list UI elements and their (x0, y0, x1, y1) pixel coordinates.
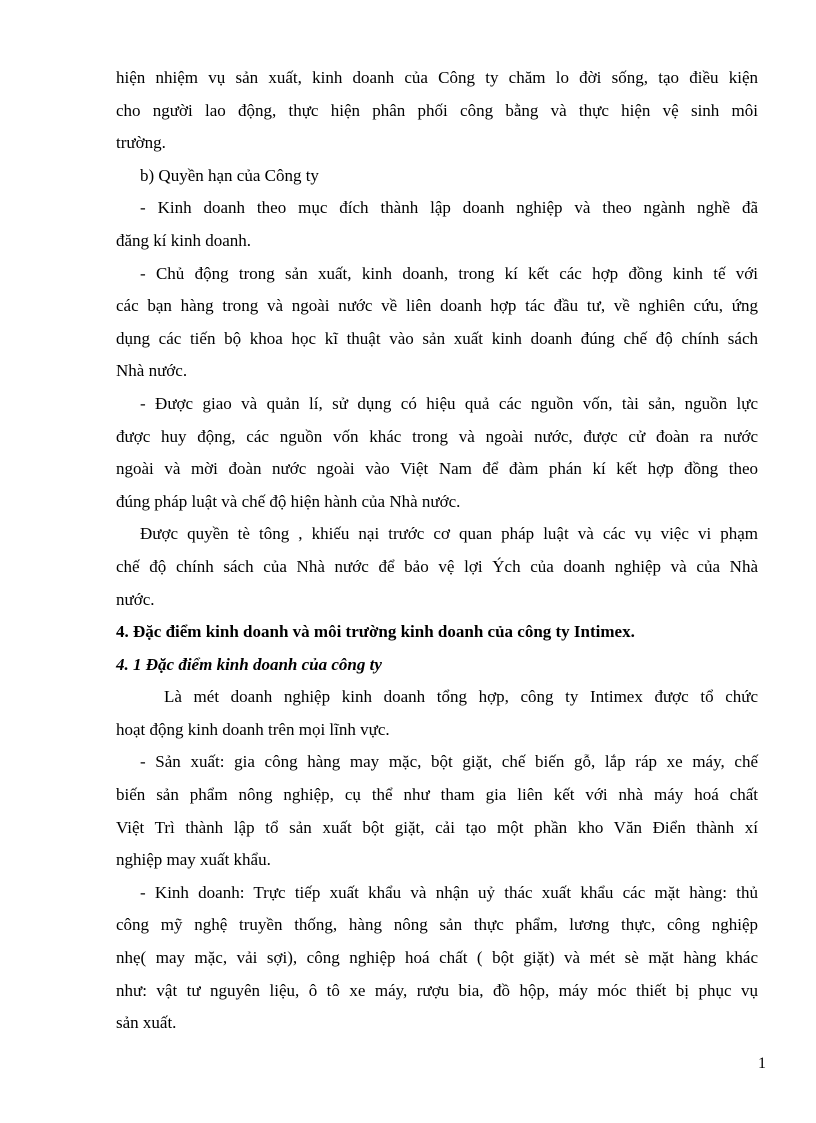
body-text-line: được huy động, các nguồn vốn khác trong và ngoài nước, được cử đoàn ra nước (116, 426, 758, 446)
section-heading: 4. Đặc điểm kinh doanh và môi trường kinh doanh của công ty Intimex. (116, 622, 635, 642)
body-text-line: cho người lao động, thực hiện phân phối công bằng và thực hiện vệ sinh môi (116, 100, 758, 120)
body-text-line: nước. (116, 589, 155, 609)
body-text-line: sản xuất. (116, 1013, 177, 1033)
body-text-line: nhẹ( may mặc, vải sợi), công nghiệp hoá chất ( bột giặt) và mét sè mặt hàng khác (116, 948, 758, 968)
body-text-line: - Kinh doanh: Trực tiếp xuất khẩu và nhận uỷ thác xuất khẩu các mặt hàng: thủ (140, 882, 758, 902)
body-text-line: công mỹ nghệ truyền thống, hàng nông sản thực phẩm, lương thực, công nghiệp (116, 915, 758, 935)
document-page (116, 62, 758, 1040)
body-text-line: ngoài và mời đoàn nước ngoài vào Việt Nam để đàm phán kí kết hợp đồng theo (116, 459, 758, 479)
body-text-line: Nhà nước. (116, 361, 188, 381)
body-text-line: chế độ chính sách của Nhà nước để bảo vệ lợi Ých của doanh nghiệp và của Nhà (116, 556, 758, 576)
body-text-line: Là mét doanh nghiệp kinh doanh tổng hợp, công ty Intimex được tổ chức (164, 687, 758, 707)
body-text-line: biến sản phẩm nông nghiệp, cụ thể như tham gia liên kết với nhà máy hoá chất (116, 785, 758, 805)
subsection-heading: 4. 1 Đặc điểm kinh doanh của công ty (116, 654, 382, 674)
body-text-line: - Được giao và quản lí, sử dụng có hiệu quả các nguồn vốn, tài sản, nguồn lực (140, 393, 758, 413)
body-text-line: - Sản xuất: gia công hàng may mặc, bột giặt, chế biến gỗ, lắp ráp xe máy, chế (140, 752, 758, 772)
body-text-line: hoạt động kinh doanh trên mọi lĩnh vực. (116, 719, 390, 739)
body-text-line: dụng các tiến bộ khoa học kĩ thuật vào sản xuất kinh doanh đúng chế độ chính sách (116, 328, 758, 348)
body-text-line: nghiệp may xuất khẩu. (116, 850, 271, 870)
body-text-line: - Chủ động trong sản xuất, kinh doanh, trong kí kết các hợp đồng kinh tế với (140, 263, 758, 283)
body-text-line: các bạn hàng trong và ngoài nước về liên doanh hợp tác đầu tư, về nghiên cứu, ứng (116, 296, 758, 316)
body-text-line: đăng kí kinh doanh. (116, 230, 252, 250)
body-text-line: - Kinh doanh theo mục đích thành lập doanh nghiệp và theo ngành nghề đã (140, 198, 758, 218)
body-text-line: đúng pháp luật và chế độ hiện hành của Nhà nước. (116, 491, 461, 511)
subsection-heading: b) Quyền hạn của Công ty (140, 165, 319, 185)
body-text-line: Được quyền tè tông , khiếu nại trước cơ quan pháp luật và các vụ việc vi phạm (140, 524, 758, 544)
body-text-line: Việt Trì thành lập tổ sản xuất bột giặt, cải tạo một phần kho Văn Điển thành xí (116, 817, 758, 837)
page-number: 1 (758, 1055, 766, 1072)
body-text-line: như: vật tư nguyên liệu, ô tô xe máy, rượu bia, đồ hộp, máy móc thiết bị phục vụ (116, 980, 758, 1000)
body-text-line: trường. (116, 133, 166, 153)
body-text-line: hiện nhiệm vụ sản xuất, kinh doanh của Công ty chăm lo đời sống, tạo điều kiện (116, 68, 758, 87)
